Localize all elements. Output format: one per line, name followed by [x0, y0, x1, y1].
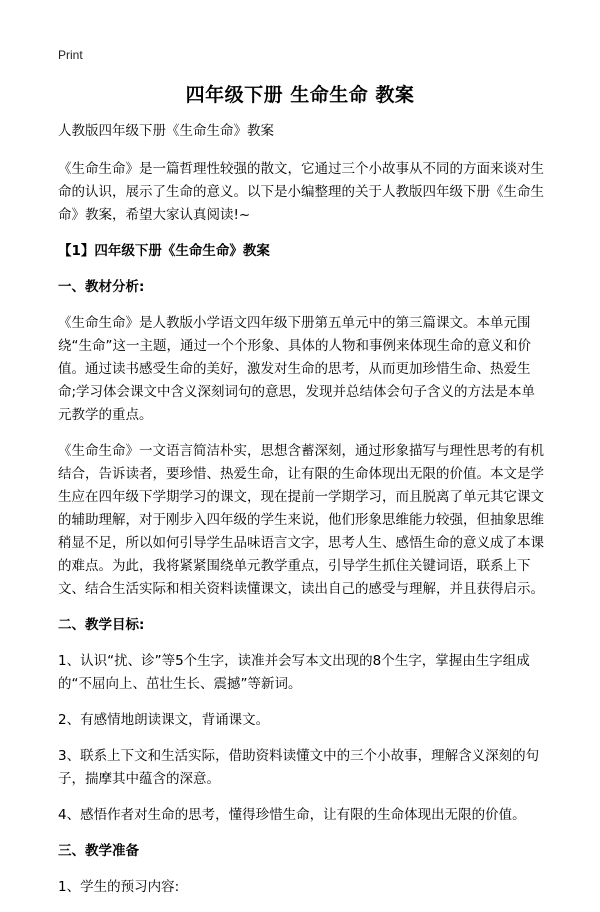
section-heading-preparation: 三、教学准备	[58, 843, 139, 859]
analysis-paragraph: 《生命生命》一文语言简洁朴实，思想含蓄深刻，通过形象描写与理性思考的有机结合，告诉读者，要珍惜、热爱生命，让有限的生命体现出无限的价值。本文是学生应在四年级下学期学习的课文，现在提前一学期学习，而且脱离了单元其它课文的辅助理解，对于刚步入四年级的学生来说，他们形象思维能力较强，但抽象思维稍显不足，所以如何引导学生品味语言文字，思考人生、感悟生命的意义成了本课的难点。为此，我将紧紧围绕单元教学重点，引导学生抓住关键词语，联系上下文、结合生活实际和相关资料读懂课文，读出自己的感受与理解，并且获得启示。	[58, 443, 544, 597]
document-subtitle: 人教版四年级下册《生命生命》教案	[58, 123, 274, 139]
goal-item: 4、感悟作者对生命的思考，懂得珍惜生命，让有限的生命体现出无限的价值。	[58, 807, 526, 823]
section-heading-goals: 二、教学目标:	[58, 617, 145, 633]
document-body	[58, 120, 544, 912]
intro-summary: 《生命生命》是一篇哲理性较强的散文，它通过三个小故事从不同的方面来谈对生命的认识，展示了生命的意义。以下是小编整理的关于人教版四年级下册《生命生命》教案，希望大家认真阅读!~	[58, 161, 544, 223]
lesson-heading: 【1】四年级下册《生命生命》教案	[58, 243, 270, 259]
section-heading-analysis: 一、教材分析:	[58, 279, 145, 295]
goal-item: 1、认识“扰、诊”等5个生字，读准并会写本文出现的8个生字，掌握由生字组成的“不屈向上、茁壮生长、震撼”等新词。	[58, 653, 530, 692]
print-link[interactable]: Print	[58, 48, 83, 62]
goal-item: 2、有感情地朗读课文，背诵课文。	[58, 712, 270, 728]
preparation-item: 1、学生的预习内容:	[58, 879, 180, 895]
analysis-paragraph: 《生命生命》是人教版小学语文四年级下册第五单元中的第三篇课文。本单元围绕“生命”这一主题，通过一个个形象、具体的人物和事例来体现生命的意义和价值。通过读书感受生命的美好，激发对生命的思考，从而更加珍惜生命、热爱生命;学习体会课文中含义深刻词句的意思，发现并总结体会句子含义的方法是本单元教学的重点。	[58, 315, 536, 423]
page-title: 四年级下册 生命生命 教案	[185, 84, 415, 106]
goal-item: 3、联系上下文和生活实际，借助资料读懂文中的三个小故事，理解含义深刻的句子，揣摩其中蕴含的深意。	[58, 748, 540, 787]
